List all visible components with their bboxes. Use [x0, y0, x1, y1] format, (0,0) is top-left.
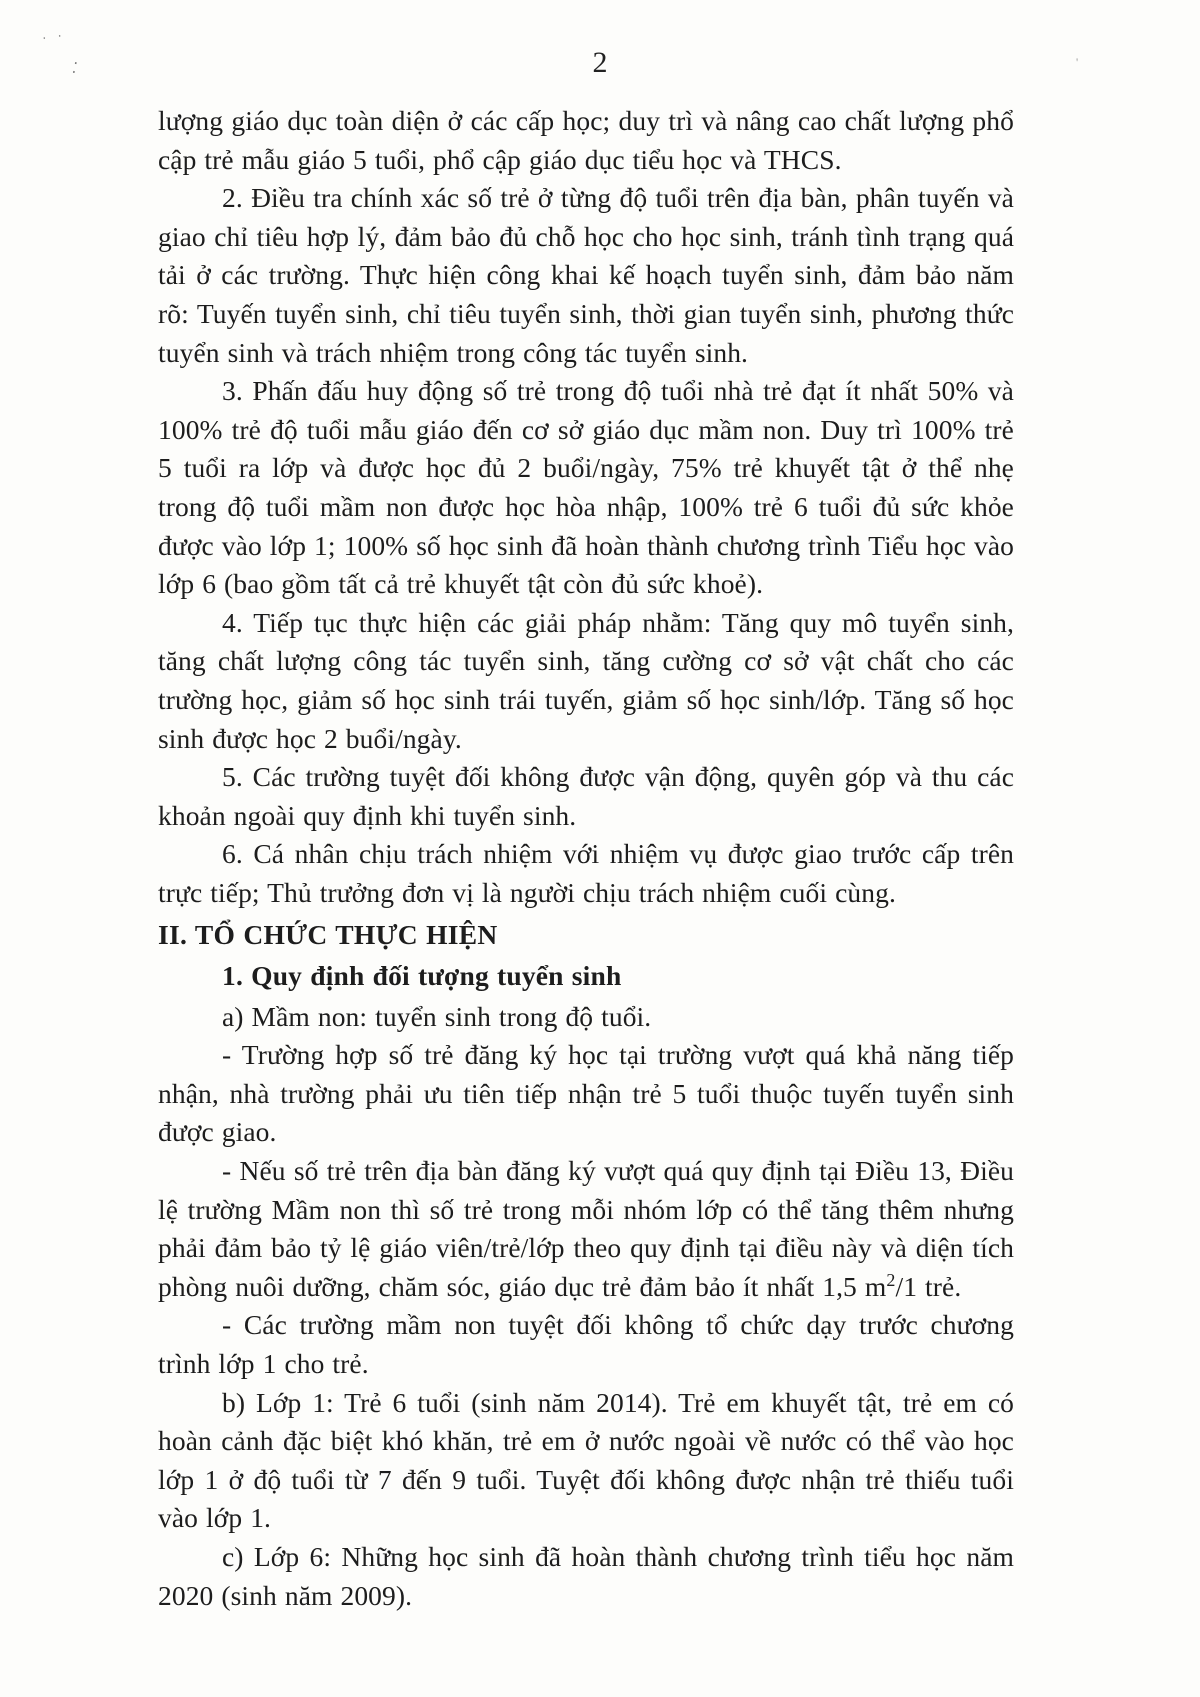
text-run: 1. Quy định đối tượng tuyển sinh	[222, 960, 622, 992]
text-run: - Trường hợp số trẻ đăng ký học tại trường vượt quá khả năng tiếp nhận, nhà trường phải ưu tiên tiếp nhận trẻ 5 tuổi thuộc tuyến tuyển sinh được giao.	[158, 1039, 1014, 1148]
paragraph	[158, 102, 1014, 179]
text-run: b) Lớp 1: Trẻ 6 tuổi (sinh năm 2014). Trẻ em khuyết tật, trẻ em có hoàn cảnh đặc biệt khó khăn, trẻ em ở nước ngoài về nước có thể vào học lớp 1 ở độ tuổi từ 7 đến 9 tuổi. Tuyệt đối không được nhận trẻ thiếu tuổi vào lớp 1.	[158, 1386, 1014, 1534]
section-heading	[158, 957, 1014, 996]
text-run: c) Lớp 6: Những học sinh đã hoàn thành chương trình tiểu học năm 2020 (sinh năm 2009).	[158, 1540, 1014, 1611]
scan-speck: ⁚	[70, 60, 79, 78]
document-body	[158, 102, 1014, 1615]
paragraph	[158, 1538, 1014, 1615]
paragraph	[158, 758, 1014, 835]
paragraph	[158, 998, 1014, 1037]
page-number: 2	[592, 46, 608, 79]
text-run: - Nếu số trẻ trên địa bàn đăng ký vượt quá quy định tại Điều 13, Điều lệ trường Mầm non thì số trẻ trong mỗi nhóm lớp có thể tăng thêm nhưng phải đảm bảo tỷ lệ giáo viên/trẻ/lớp theo quy định tại điều này và diện tích phòng nuôi dưỡng, chăm sóc, giáo dục trẻ đảm bảo ít nhất 1,5 m	[158, 1155, 1014, 1302]
text-run: lượng giáo dục toàn diện ở các cấp học; duy trì và nâng cao chất lượng phổ cập trẻ mẫu giáo 5 tuổi, phổ cập giáo dục tiểu học và THCS.	[158, 105, 1014, 175]
scan-speck: '	[1076, 55, 1079, 69]
text-run: /1 trẻ.	[895, 1270, 962, 1302]
paragraph	[158, 179, 1014, 372]
text-run: 3. Phấn đấu huy động số trẻ trong độ tuổi nhà trẻ đạt ít nhất 50% và 100% trẻ độ tuổi mẫu giáo đến cơ sở giáo dục mầm non. Duy trì 100% trẻ 5 tuổi ra lớp và được học đủ 2 buổi/ngày, 75% trẻ khuyết tật ở thể nhẹ trong độ tuổi mầm non được học hòa nhập, 100% trẻ 6 tuổi đủ sức khỏe được vào lớp 1; 100% số học sinh đã hoàn thành chương trình Tiểu học vào lớp 6 (bao gồm tất cả trẻ khuyết tật còn đủ sức khoẻ).	[158, 375, 1014, 600]
section-heading	[158, 916, 1014, 955]
paragraph	[158, 372, 1014, 604]
text-run: 4. Tiếp tục thực hiện các giải pháp nhằm: Tăng quy mô tuyển sinh, tăng chất lượng công tác tuyển sinh, tăng cường cơ sở vật chất cho các trường học, giảm số học sinh trái tuyến, giảm số học sinh/lớp. Tăng số học sinh được học 2 buổi/ngày.	[158, 606, 1014, 754]
text-run: a) Mầm non: tuyển sinh trong độ tuổi.	[222, 1000, 652, 1032]
text-run: II. TỔ CHỨC THỰC HIỆN	[158, 919, 498, 951]
text-run: 2. Điều tra chính xác số trẻ ở từng độ tuổi trên địa bàn, phân tuyến và giao chỉ tiêu hợp lý, đảm bảo đủ chỗ học cho học sinh, tránh tình trạng quá tải ở các trường. Thực hiện công khai kế hoạch tuyển sinh, đảm bảo năm rõ: Tuyến tuyển sinh, chỉ tiêu tuyển sinh, thời gian tuyển sinh, phương thức tuyển sinh và trách nhiệm trong công tác tuyển sinh.	[158, 182, 1014, 368]
paragraph	[158, 1152, 1014, 1306]
paragraph	[158, 1036, 1014, 1152]
paragraph	[158, 604, 1014, 758]
paragraph	[158, 835, 1014, 912]
paragraph	[158, 1384, 1014, 1538]
text-run: 5. Các trường tuyệt đối không được vận động, quyên góp và thu các khoản ngoài quy định khi tuyển sinh.	[158, 761, 1014, 831]
scan-speck: · ·	[41, 27, 67, 46]
superscript: 2	[886, 1269, 896, 1290]
paragraph	[158, 1306, 1014, 1383]
text-run: - Các trường mầm non tuyệt đối không tổ chức dạy trước chương trình lớp 1 cho trẻ.	[158, 1309, 1014, 1379]
text-run: 6. Cá nhân chịu trách nhiệm với nhiệm vụ được giao trước cấp trên trực tiếp; Thủ trưởng đơn vị là người chịu trách nhiệm cuối cùng.	[158, 838, 1014, 908]
